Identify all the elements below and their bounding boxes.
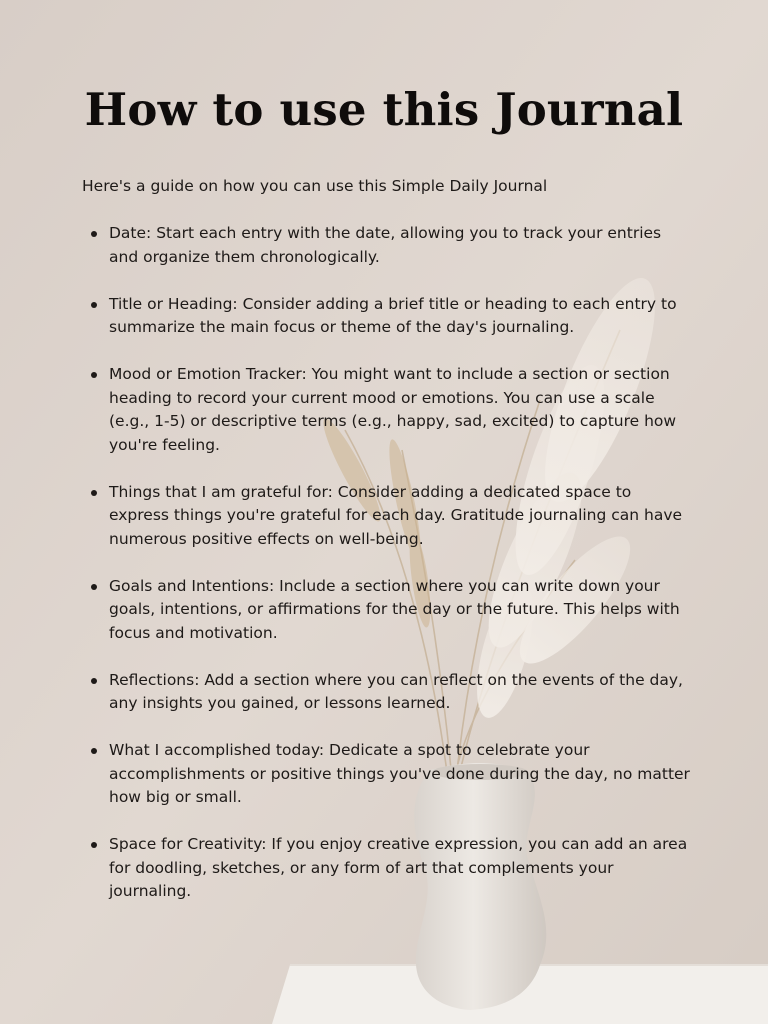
guide-item-creativity: [82, 833, 694, 904]
guide-item-text: Space for Creativity: If you enjoy creative expression, you can add an area for doodling, sketches, or any form of art that complements your journaling.: [109, 835, 688, 900]
guide-item-mood: [82, 363, 694, 457]
guide-item-text: Date: Start each entry with the date, allowing you to track your entries and organize them chronologically.: [109, 224, 662, 266]
bullet-icon: [91, 748, 97, 754]
guide-item-text: What I accomplished today: Dedicate a spot to celebrate your accomplishments or positive things you've done during the day, no matter how big or small.: [109, 741, 690, 806]
guide-item-text: Reflections: Add a section where you can reflect on the events of the day, any insights you gained, or lessons learned.: [109, 670, 683, 712]
guide-item-text: Things that I am grateful for: Consider adding a dedicated space to express things you're grateful for each day. Gratitude journaling can have numerous positive effects on well-being.: [109, 482, 683, 548]
guide-item-accomplished: [82, 739, 694, 810]
bullet-icon: [91, 302, 97, 308]
page-title: How to use this Journal: [84, 83, 684, 136]
guide-item-text: Goals and Intentions: Include a section where you can write down your goals, intentions, or affirmations for the day or the future. This helps with focus and motivation.: [109, 576, 680, 642]
intro-text: Here's a guide on how you can use this Simple Daily Journal: [82, 177, 548, 195]
bullet-icon: [91, 678, 97, 684]
guide-list: [82, 222, 694, 927]
guide-item-text: Mood or Emotion Tracker: You might want to include a section or section heading to record your current mood or emotions. You can use a scale (e.g., 1-5) or descriptive terms (e.g., happy, sad, excited) to capture how you're feeling.: [109, 365, 677, 454]
guide-item-reflections: [82, 669, 694, 716]
bullet-icon: [91, 490, 97, 496]
bullet-icon: [91, 372, 97, 378]
guide-item-gratitude: [82, 481, 694, 552]
guide-item-date: [82, 222, 694, 269]
guide-item-title: [82, 293, 694, 340]
bullet-icon: [91, 584, 97, 590]
guide-item-text: Title or Heading: Consider adding a brief title or heading to each entry to summarize the main focus or theme of the day's journaling.: [109, 294, 677, 336]
bullet-icon: [91, 842, 97, 848]
bullet-icon: [91, 231, 97, 237]
guide-item-goals: [82, 575, 694, 646]
